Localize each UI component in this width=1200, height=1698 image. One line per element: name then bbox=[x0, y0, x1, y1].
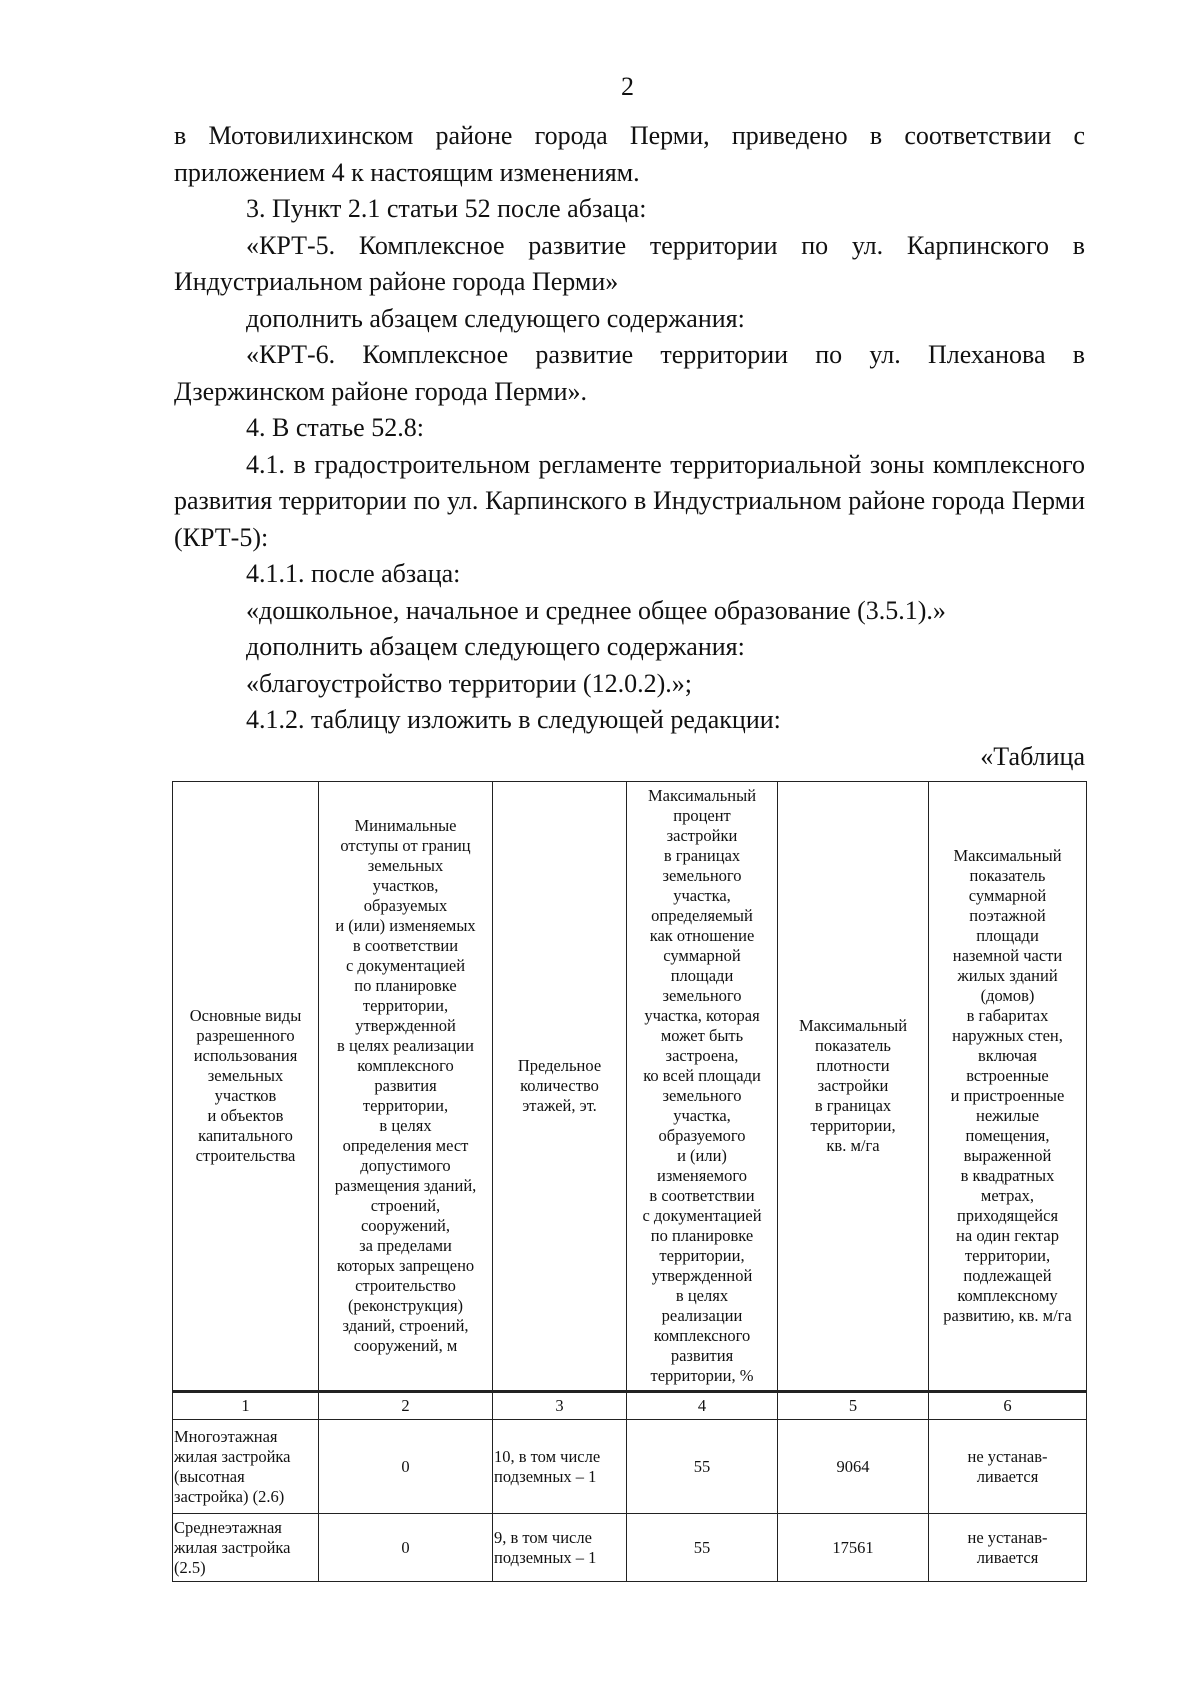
cell-coverage: 55 bbox=[627, 1420, 778, 1514]
paragraph-continuation: в Мотовилихинском районе города Перми, приведено в соответствии с приложением 4 к настоящим изменениям. bbox=[174, 121, 1085, 187]
paragraph-item-3: 3. Пункт 2.1 статьи 52 после абзаца: bbox=[246, 194, 647, 223]
paragraph-item-4-1: 4.1. в градостроительном регламенте территориальной зоны комплексного развития территории по ул. Карпинского в Индустриальном районе города Перми (КРТ-5): bbox=[174, 449, 1085, 552]
column-number-row bbox=[173, 1392, 1087, 1420]
paragraph-quote-landscaping: «благоустройство территории (12.0.2).»; bbox=[246, 668, 692, 698]
cell-density: 9064 bbox=[778, 1420, 929, 1514]
column-number: 3 bbox=[493, 1392, 627, 1420]
column-number: 6 bbox=[929, 1392, 1087, 1420]
paragraph-quote-krt6: «КРТ-6. Комплексное развитие территории по ул. Плеханова в Дзержинском районе города Перми». bbox=[174, 340, 1085, 406]
header-max-floors: Предельное количество этажей, эт. bbox=[493, 782, 627, 1392]
regulation-table bbox=[172, 781, 1087, 1582]
paragraph-item-4: 4. В статье 52.8: bbox=[246, 413, 424, 442]
paragraph-item-4-1-1: 4.1.1. после абзаца: bbox=[246, 559, 461, 588]
table-row bbox=[173, 1514, 1087, 1582]
header-permitted-use: Основные виды разрешенного использования земельных участков и объектов капитального строительства bbox=[173, 782, 319, 1392]
header-min-setback: Минимальные отступы от границ земельных участков, образуемых и (или) изменяемых в соответствии с документацией по планировке территории, утвержденной в целях реализации комплексного развития территории, в целях определения мест допустимого размещения зданий, строений, сооружений, за пределами которых запрещено строительство (реконструкция) зданий, строений, сооружений, м bbox=[319, 782, 493, 1392]
header-max-coverage: Максимальный процент застройки в границах земельного участка, определяемый как отношение суммарной площади земельного участка, которая может быть застроена, ко всей площади земельного участка, образуемого и (или) изменяемого в соответствии с документацией по планировке территории, утвержденной в целях реализации комплексного развития территории, % bbox=[627, 782, 778, 1392]
cell-density: 17561 bbox=[778, 1514, 929, 1582]
header-max-floor-area: Максимальный показатель суммарной поэтажной площади наземной части жилых зданий (домов) в габаритах наружных стен, включая встроенные и пристроенные нежилые помещения, выраженной в квадратных метрах, приходящейся на один гектар территории, подлежащей комплексному развитию, кв. м/га bbox=[929, 782, 1087, 1392]
table-header-row bbox=[173, 782, 1087, 1392]
paragraph-quote-krt5: «КРТ-5. Комплексное развитие территории по ул. Карпинского в Индустриальном районе города Перми» bbox=[174, 230, 1085, 296]
cell-floors: 9, в том числе подземных – 1 bbox=[493, 1514, 627, 1582]
cell-use: Среднеэтажная жилая застройка (2.5) bbox=[173, 1514, 319, 1582]
cell-setback: 0 bbox=[319, 1514, 493, 1582]
paragraph-item-4-1-2: 4.1.2. таблицу изложить в следующей редакции: bbox=[246, 705, 781, 734]
page-number: 2 bbox=[621, 72, 634, 101]
cell-use: Многоэтажная жилая застройка (высотная застройка) (2.6) bbox=[173, 1420, 319, 1514]
cell-coverage: 55 bbox=[627, 1514, 778, 1582]
table-caption: «Таблица bbox=[980, 741, 1085, 771]
column-number: 5 bbox=[778, 1392, 929, 1420]
column-number: 1 bbox=[173, 1392, 319, 1420]
table-row bbox=[173, 1420, 1087, 1514]
paragraph-add-instruction-2: дополнить абзацем следующего содержания: bbox=[246, 632, 745, 661]
column-number: 2 bbox=[319, 1392, 493, 1420]
cell-setback: 0 bbox=[319, 1420, 493, 1514]
cell-floor-area: не устанав- ливается bbox=[929, 1514, 1087, 1582]
paragraph-add-instruction: дополнить абзацем следующего содержания: bbox=[246, 303, 745, 333]
cell-floors: 10, в том числе подземных – 1 bbox=[493, 1420, 627, 1514]
document-body bbox=[174, 118, 1085, 775]
paragraph-quote-education: «дошкольное, начальное и среднее общее образование (3.5.1).» bbox=[246, 595, 946, 625]
cell-floor-area: не устанав- ливается bbox=[929, 1420, 1087, 1514]
header-max-density: Максимальный показатель плотности застройки в границах территории, кв. м/га bbox=[778, 782, 929, 1392]
column-number: 4 bbox=[627, 1392, 778, 1420]
